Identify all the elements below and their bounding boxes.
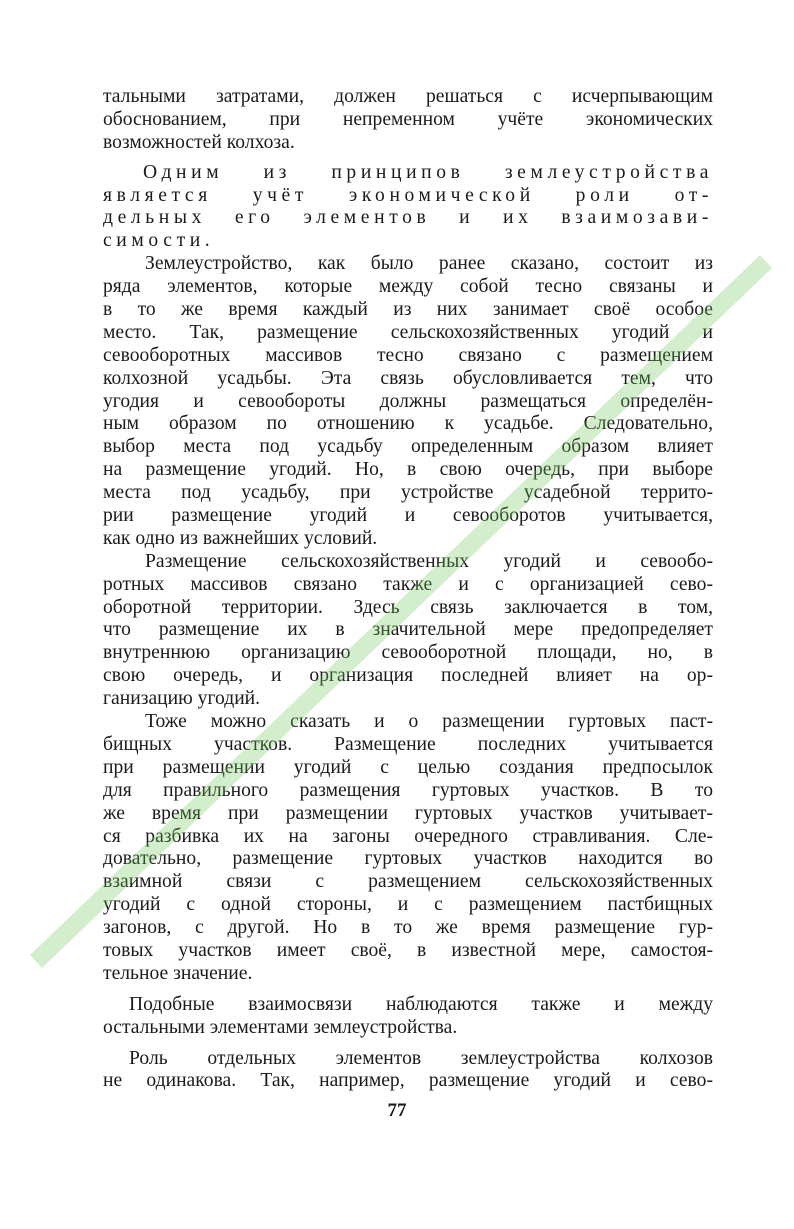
text-line: для правильного размещения гуртовых участков. В то [103, 779, 713, 801]
text-line: остальными элементами землеустройства. [103, 1016, 458, 1038]
text-line: ганизацию угодий. [103, 688, 261, 710]
body-text [103, 86, 713, 1093]
text-line: Землеустройство, как было ранее сказано, состоит из [145, 253, 713, 275]
page-number: 77 [387, 1100, 407, 1121]
text-line: угодия и севообороты должны размещаться определён- [103, 390, 713, 412]
text-line: бищных участков. Размещение последних учитывается [103, 733, 713, 755]
text-line: является учёт экономической роли от- [103, 184, 713, 206]
text-line: свою очередь, и организация последней влияет на ор- [103, 665, 713, 687]
text-line: Одним из принципов землеустройства [143, 161, 713, 183]
text-line: Тоже можно сказать и о размещении гуртовых паст- [145, 711, 713, 733]
text-line: места под усадьбу, при устройстве усадебной террито- [103, 482, 713, 504]
text-line: загонов, с другой. Но в то же время размещение гур- [103, 917, 713, 939]
text-line: Размещение сельскохозяйственных угодий и севообо- [145, 550, 713, 572]
text-line: внутреннюю организацию севооборотной площади, но, в [103, 642, 713, 664]
text-line: довательно, размещение гуртовых участков находится во [103, 848, 713, 870]
text-line: оборотной территории. Здесь связь заключается в том, [103, 596, 713, 618]
text-line: ным образом по отношению к усадьбе. Следовательно, [103, 413, 713, 435]
text-line: рии размещение угодий и севооборотов учитывается, [103, 505, 713, 527]
text-line: Подобные взаимосвязи наблюдаются также и между [129, 993, 713, 1015]
text-line: дельных его элементов и их взаимозави- [103, 207, 713, 229]
text-line: обоснованием, при непременном учёте экономических [103, 108, 713, 130]
text-line: место. Так, размещение сельскохозяйственных угодий и [103, 321, 713, 343]
text-line: ряда элементов, которые между собой тесно связаны и [103, 276, 713, 298]
text-line: при размещении угодий с целью создания предпосылок [103, 756, 713, 778]
text-line: взаимной связи с размещением сельскохозяйственных [103, 871, 713, 893]
text-line: угодий с одной стороны, и с размещением пастбищных [103, 894, 713, 916]
text-line: ротных массивов связано также и с организацией сево- [103, 573, 713, 595]
text-line: тельное значение. [103, 962, 253, 984]
text-line: симости. [103, 230, 215, 252]
text-line: тальными затратами, должен решаться с исчерпывающим [103, 86, 713, 107]
text-line: не одинакова. Так, например, размещение угодий и сево- [103, 1070, 713, 1092]
text-line: товых участков имеет своё, в известной мере, самостоя- [103, 939, 713, 961]
text-line: колхозной усадьбы. Эта связь обусловливается тем, что [103, 367, 713, 389]
text-line: выбор места под усадьбу определенным образом влияет [103, 436, 713, 458]
text-line: на размещение угодий. Но, в свою очередь, при выборе [103, 459, 713, 481]
text-line: Роль отдельных элементов землеустройства колхозов [129, 1047, 713, 1069]
text-line: севооборотных массивов тесно связано с размещением [103, 344, 713, 366]
text-line: же время при размещении гуртовых участков учитывает- [103, 802, 713, 824]
text-line: возможностей колхоза. [103, 131, 295, 153]
text-line: ся разбивка их на загоны очередного стравливания. Сле- [103, 825, 713, 847]
text-line: что размещение их в значительной мере предопределяет [103, 619, 713, 641]
text-line: как одно из важнейших условий. [103, 527, 378, 549]
text-line: в то же время каждый из них занимает своё особое [103, 299, 713, 321]
